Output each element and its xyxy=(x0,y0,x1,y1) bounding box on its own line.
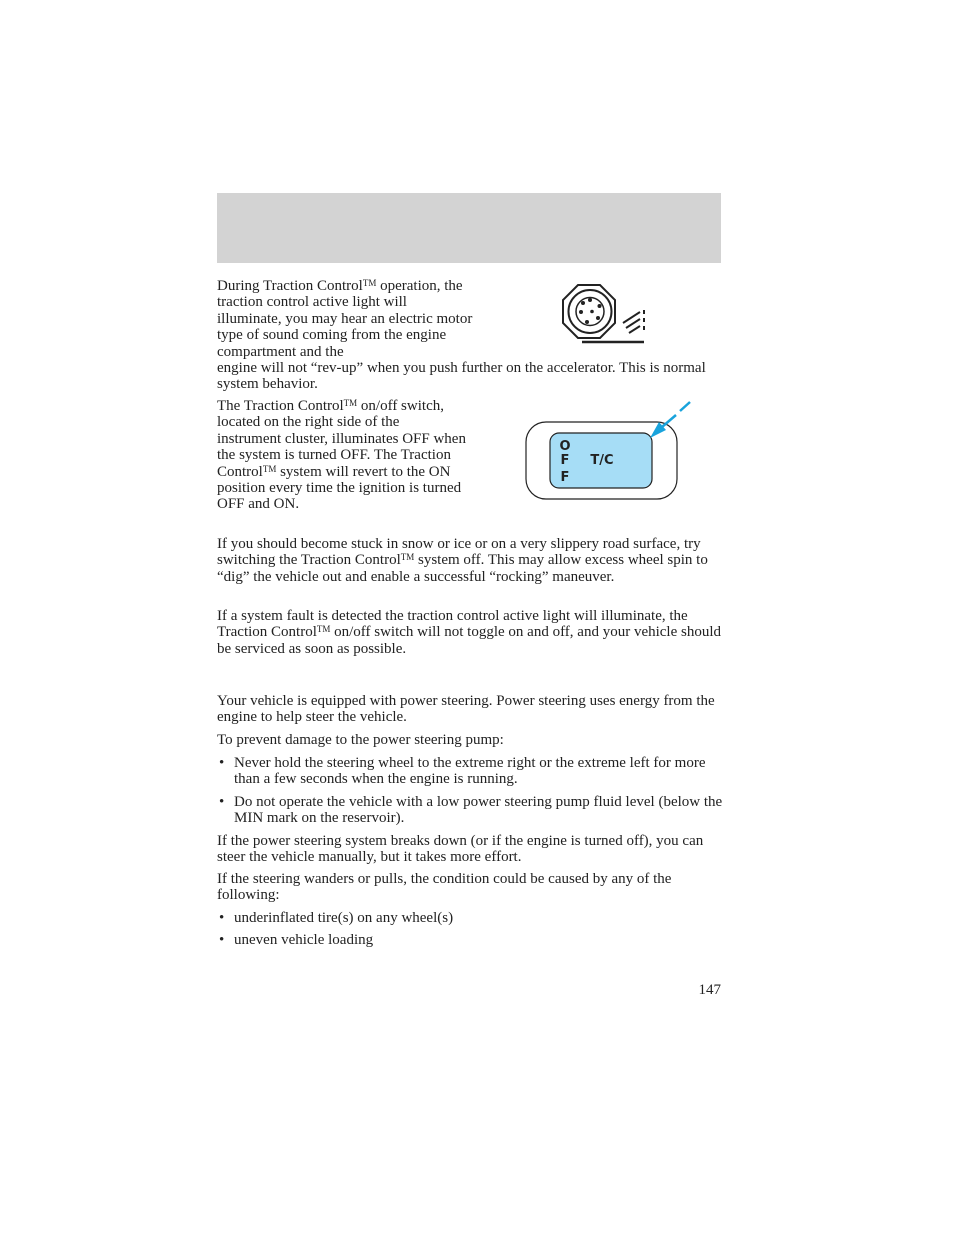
power-steering-paragraph-3: If the power steering system breaks down (or if the engine is turned off), you can steer the vehicle manually, but it takes more effort. xyxy=(217,833,704,866)
traction-control-paragraph-2: The Traction Control™ on/off switch, located on the right side of the instrument cluster, illuminates OFF when the system is turned OFF. The Traction Control™ system will revert to the ON position every time the ignition is turned OFF and ON. xyxy=(217,398,466,513)
power-steering-paragraph-2: To prevent damage to the power steering pump: xyxy=(217,732,504,748)
power-steering-paragraph-1: Your vehicle is equipped with power steering. Power steering uses energy from the engine to help steer the vehicle. xyxy=(217,693,715,726)
switch-off-letter-o: O xyxy=(559,439,571,454)
traction-control-paragraph-4: If a system fault is detected the traction control active light will illuminate, the Traction Control™ on/off switch will not toggle on and off, and your vehicle should be serviced as soon as possible. xyxy=(217,608,722,657)
steering-causes-list xyxy=(217,910,723,949)
header-band xyxy=(217,193,721,263)
list-item: • uneven vehicle loading xyxy=(217,932,723,948)
arrow-icon xyxy=(650,402,690,438)
page-number: 147 xyxy=(698,982,721,998)
list-item: • underinflated tire(s) on any wheel(s) xyxy=(217,910,723,926)
traction-control-switch-illustration xyxy=(520,396,695,506)
traction-control-paragraph-3: If you should become stuck in snow or ice or on a very slippery road surface, try switching the Traction Control™ system off. This may allow excess wheel spin to “dig” the vehicle out and enable a successful “rocking” maneuver. xyxy=(217,536,708,585)
switch-off-letter-f2: F xyxy=(560,470,570,485)
power-steering-paragraph-4: If the steering wanders or pulls, the condition could be caused by any of the following: xyxy=(217,871,672,904)
traction-control-paragraph-1: During Traction Control™ operation, the traction control active light will illuminate, you may hear an electric motor type of sound coming from the engine compartment and the xyxy=(217,278,473,360)
switch-off-letter-f1: F xyxy=(560,453,570,468)
power-steering-precautions-list xyxy=(217,755,723,827)
list-item: • Never hold the steering wheel to the extreme right or the extreme left for more than a few seconds when the engine is running. xyxy=(217,755,723,788)
switch-tc-label: T/C xyxy=(590,453,614,468)
traction-control-paragraph-1-continued: engine will not “rev-up” when you push further on the accelerator. This is normal system behavior. xyxy=(217,360,706,393)
list-item: • Do not operate the vehicle with a low power steering pump fluid level (below the MIN mark on the reservoir). xyxy=(217,794,723,827)
tire-with-skid-marks-icon xyxy=(556,280,652,348)
